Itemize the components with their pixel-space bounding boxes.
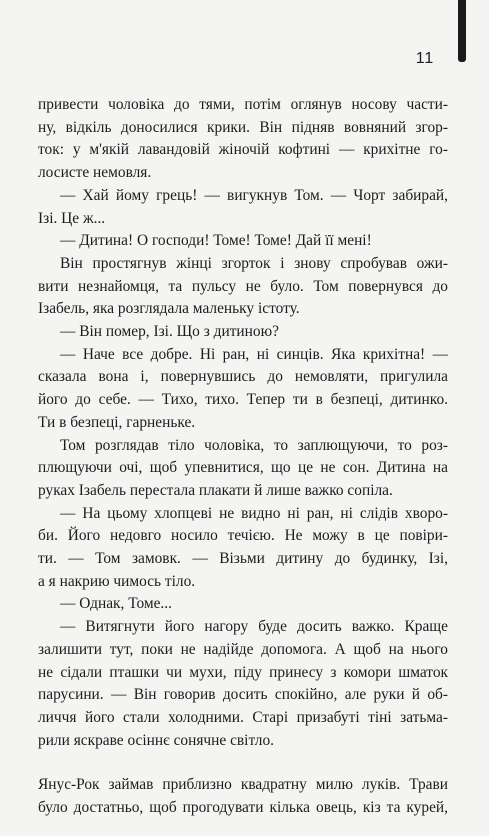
text-line: вити незнайомця, та пульсу не було. Том повернувся до (38, 277, 448, 295)
text-line: — На цьому хлопцеві не видно ні ран, ні слідів хворо- (60, 504, 448, 522)
text-line: — Він помер, Ізі. Що з дитиною? (60, 323, 279, 341)
text-line: плющуючи очі, щоб упевнитися, що це не сон. Дитина на (38, 459, 448, 477)
text-line: Ізабель, яка розглядала маленьку істоту. (38, 300, 300, 318)
text-line: — Хай йому грець! — вигукнув Том. — Чорт забирай, (60, 186, 448, 204)
text-line: Ти в безпеці, гарненьке. (38, 413, 196, 431)
page-number: 11 (415, 50, 435, 67)
text-line: — Витягнути його нагору буде досить важко. Краще (60, 618, 448, 636)
text-line: ну, відкіль доносилися крики. Він підняв вовняний згор- (38, 118, 448, 136)
body-text (38, 94, 448, 820)
text-line: було достатньо, щоб прогодувати кілька овець, кіз та курей, (38, 799, 448, 817)
text-line: сказала вона і, повернувшись до немовляти, пригулила (38, 368, 448, 386)
text-line: привести чоловіка до тями, потім оглянув носову части- (38, 96, 448, 113)
text-line: — Дитина! О господи! Томе! Томе! Дай її мені! (60, 232, 372, 250)
text-line: — Наче все добре. Ні ран, ні синців. Яка крихітна! — (60, 345, 448, 363)
page-edge-mark (458, 0, 466, 62)
text-line: парусини. — Він говорив досить спокійно, але руки й об- (38, 686, 448, 704)
text-line: ти. — Том замовк. — Візьми дитину до будинку, Ізі, (38, 550, 448, 568)
text-line: — Однак, Томе... (60, 595, 172, 613)
text-line: личчя його стали холодними. Старі призабуті тіні затьма- (38, 708, 448, 726)
text-line: не сідали пташки чи мухи, піду принесу з комори шматок (38, 663, 448, 681)
text-line: Янус-Рок займав приблизно квадратну милю луків. Трави (38, 776, 448, 794)
text-line: Ізі. Це ж... (38, 209, 106, 227)
text-line: залишити тут, поки не надійде допомога. А щоб на нього (38, 640, 448, 658)
text-line: би. Його недовго носило течією. Не можу в це повіри- (38, 527, 448, 545)
text-line: лосисте немовля. (38, 164, 152, 182)
text-line: Том розглядав тіло чоловіка, то заплющуючи, то роз- (60, 436, 448, 454)
text-line: рили яскраве осіннє сонячне світло. (38, 731, 275, 749)
text-line: його до себе. — Тихо, тихо. Тепер ти в безпеці, дитинко. (38, 391, 448, 409)
text-line: а я накрию чимось тіло. (38, 572, 196, 590)
section-break (38, 752, 448, 774)
text-line: руках Ізабель перестала плакати й лише важко сопіла. (38, 481, 393, 499)
text-line: ток: у м'якій лавандовій жіночій кофтині — крихітне го- (38, 141, 448, 159)
text-line: Він простягнув жінці згорток і знову спробував ожи- (60, 254, 448, 272)
